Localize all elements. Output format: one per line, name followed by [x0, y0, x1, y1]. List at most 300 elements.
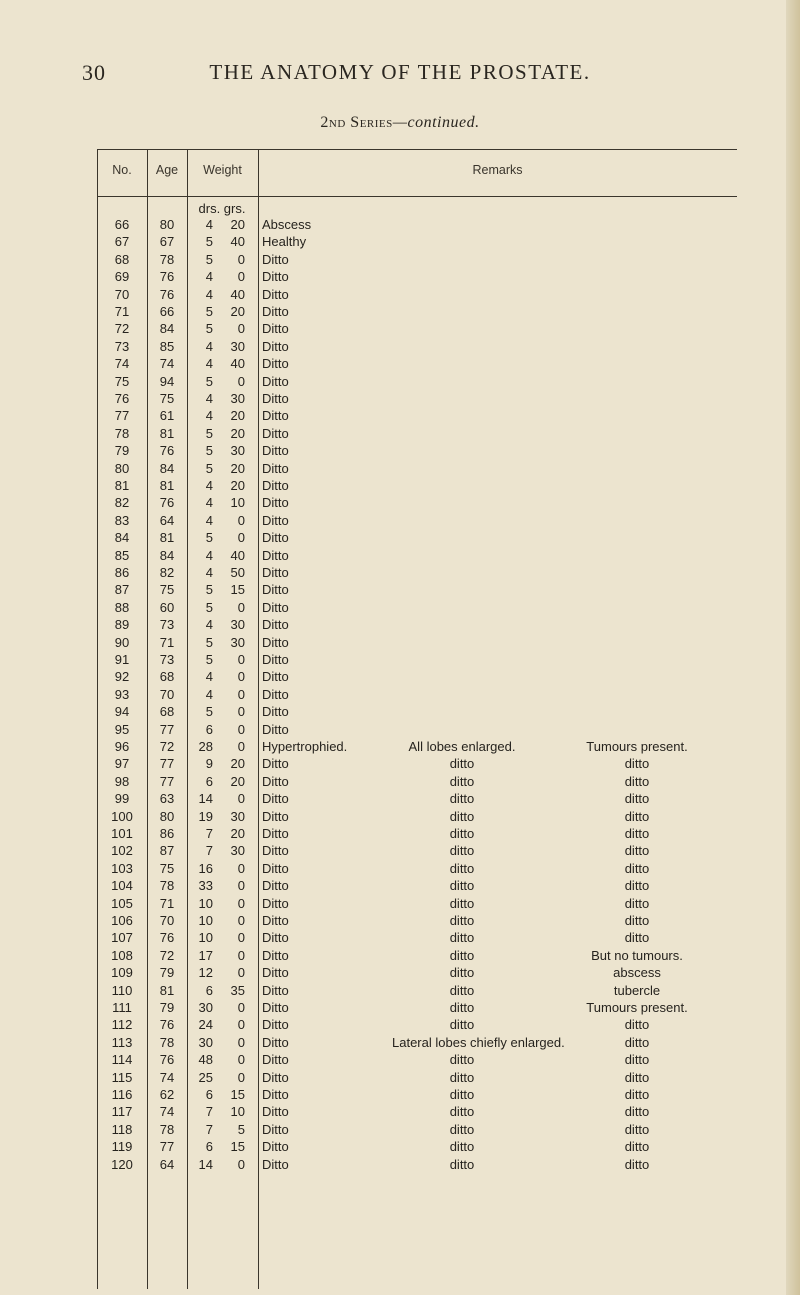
cell-weight-grs: 0	[237, 860, 245, 876]
cell-weight-grs: 0	[237, 895, 245, 911]
table-row	[97, 251, 737, 268]
cell-weight-grs: 0	[237, 1069, 245, 1085]
cell-no: 104	[111, 878, 133, 894]
cell-no: 88	[114, 599, 130, 615]
cell-remark-findings: ditto	[624, 1017, 650, 1033]
table-row	[97, 929, 737, 946]
cell-no: 80	[114, 460, 130, 476]
cell-remark-condition: Ditto	[262, 634, 289, 650]
cell-no: 105	[111, 895, 133, 911]
cell-remark-condition: Ditto	[262, 1104, 289, 1120]
cell-age: 84	[159, 547, 175, 563]
cell-weight-drs: 5	[205, 234, 213, 250]
cell-weight-drs: 7	[205, 843, 213, 859]
cell-age: 79	[159, 965, 175, 981]
cell-weight-grs: 20	[230, 826, 245, 841]
cell-weight-drs: 30	[198, 1034, 213, 1050]
table-row	[97, 303, 737, 320]
table-row	[97, 773, 737, 790]
cell-age: 72	[159, 739, 175, 754]
cell-weight-drs: 5	[205, 425, 213, 441]
cell-age: 74	[159, 356, 175, 372]
cell-remark-condition: Ditto	[262, 773, 289, 789]
cell-remark-condition: Ditto	[262, 913, 289, 928]
cell-no: 70	[114, 286, 130, 302]
table-row	[97, 808, 737, 825]
table-row	[97, 668, 737, 685]
cell-age: 63	[159, 791, 175, 807]
cell-age: 75	[159, 582, 175, 598]
cell-remark-condition: Healthy	[262, 234, 307, 250]
cell-remark-condition: Ditto	[262, 895, 289, 911]
cell-no: 77	[114, 408, 130, 424]
cell-no: 113	[111, 1034, 133, 1050]
table-row	[97, 529, 737, 546]
cell-no: 86	[114, 565, 130, 580]
cell-age: 85	[159, 338, 175, 354]
cell-age: 79	[159, 1000, 175, 1015]
cell-age: 86	[159, 826, 175, 841]
cell-weight-grs: 0	[237, 373, 245, 389]
table-row	[97, 442, 737, 459]
weight-units: drs. grs.	[198, 201, 246, 216]
table-row	[97, 651, 737, 668]
cell-weight-grs: 30	[230, 338, 245, 354]
cell-weight-grs: 0	[237, 1000, 245, 1015]
cell-weight-drs: 14	[198, 1156, 213, 1172]
series-caption	[0, 114, 800, 132]
cell-remark-condition: Ditto	[262, 1139, 289, 1155]
cell-weight-drs: 33	[198, 878, 213, 894]
table-row	[97, 616, 737, 633]
cell-weight-drs: 5	[205, 251, 213, 267]
cell-remark-condition: Ditto	[262, 1156, 289, 1172]
table-row	[97, 999, 737, 1016]
cell-weight-drs: 4	[205, 478, 213, 493]
cell-age: 74	[159, 1069, 175, 1085]
cell-age: 81	[159, 982, 175, 998]
table-row	[97, 703, 737, 720]
cell-remark-lobes: ditto	[449, 947, 475, 963]
cell-age: 61	[159, 408, 175, 424]
cell-no: 107	[111, 930, 133, 946]
cell-remark-lobes: ditto	[449, 808, 475, 824]
table-row	[97, 1121, 737, 1138]
cell-age: 67	[159, 234, 175, 250]
cell-age: 81	[159, 478, 175, 493]
cell-weight-grs: 20	[230, 478, 245, 493]
cell-weight-grs: 0	[237, 251, 245, 267]
cell-remark-lobes: All lobes enlarged.	[408, 739, 516, 754]
cell-weight-grs: 20	[230, 460, 245, 476]
cell-remark-lobes: ditto	[449, 965, 475, 981]
cell-weight-drs: 5	[205, 443, 213, 459]
cell-weight-grs: 0	[237, 739, 245, 754]
table-row	[97, 842, 737, 859]
cell-remark-condition: Ditto	[262, 582, 289, 598]
cell-age: 70	[159, 686, 175, 702]
cell-no: 68	[114, 251, 130, 267]
cell-weight-grs: 0	[237, 1156, 245, 1172]
table-row	[97, 512, 737, 529]
cell-no: 84	[114, 530, 130, 546]
cell-weight-grs: 10	[230, 495, 245, 511]
cell-remark-condition: Ditto	[262, 304, 289, 319]
cell-age: 76	[159, 443, 175, 459]
cell-remark-findings: ditto	[624, 808, 650, 824]
cell-remark-findings: abscess	[613, 965, 661, 981]
cell-remark-lobes: ditto	[449, 1156, 475, 1172]
cell-weight-drs: 4	[205, 547, 213, 563]
cell-remark-condition: Ditto	[262, 321, 289, 337]
cell-no: 91	[114, 652, 130, 667]
cell-weight-grs: 30	[230, 443, 245, 459]
cell-no: 117	[111, 1104, 133, 1120]
cell-age: 66	[159, 304, 175, 319]
cell-remark-findings: Tumours present.	[586, 739, 688, 754]
cell-no: 83	[114, 512, 130, 528]
page-edge-shadow	[786, 0, 800, 1295]
table-row	[97, 686, 737, 703]
cell-remark-lobes: ditto	[449, 826, 475, 841]
cell-age: 72	[159, 947, 175, 963]
cell-remark-condition: Ditto	[262, 338, 289, 354]
cell-remark-lobes: ditto	[449, 756, 475, 772]
cell-age: 76	[159, 1017, 175, 1033]
cell-remark-lobes: ditto	[449, 930, 475, 946]
cell-remark-condition: Ditto	[262, 860, 289, 876]
cell-weight-drs: 12	[198, 965, 213, 981]
cell-weight-grs: 0	[237, 1017, 245, 1033]
cell-remark-findings: But no tumours.	[591, 947, 683, 963]
cell-remark-findings: Tumours present.	[586, 1000, 688, 1015]
cell-weight-drs: 5	[205, 599, 213, 615]
cell-weight-drs: 5	[205, 321, 213, 337]
cell-weight-drs: 24	[198, 1017, 213, 1033]
cell-weight-grs: 0	[237, 704, 245, 720]
table-row	[97, 738, 737, 755]
cell-no: 116	[111, 1087, 133, 1102]
cell-weight-grs: 20	[230, 304, 245, 319]
table-row	[97, 1103, 737, 1120]
cell-no: 100	[111, 808, 133, 824]
cell-remark-lobes: ditto	[449, 878, 475, 894]
cell-age: 68	[159, 669, 175, 685]
cell-remark-findings: ditto	[624, 826, 650, 841]
table-row	[97, 338, 737, 355]
cell-remark-condition: Hypertrophied.	[262, 739, 348, 754]
cell-remark-findings: ditto	[624, 860, 650, 876]
cell-remark-condition: Ditto	[262, 669, 289, 685]
cell-weight-drs: 4	[205, 391, 213, 406]
cell-age: 60	[159, 599, 175, 615]
cell-age: 75	[159, 860, 175, 876]
cell-remark-findings: ditto	[624, 756, 650, 772]
cell-weight-drs: 6	[205, 982, 213, 998]
cell-weight-grs: 0	[237, 913, 245, 928]
cell-weight-grs: 0	[237, 321, 245, 337]
cell-weight-drs: 5	[205, 582, 213, 598]
cell-weight-grs: 20	[230, 217, 245, 232]
cell-remark-findings: ditto	[624, 1156, 650, 1172]
cell-age: 77	[159, 773, 175, 789]
cell-remark-lobes: ditto	[449, 1017, 475, 1033]
cell-age: 94	[159, 373, 175, 389]
cell-remark-condition: Ditto	[262, 843, 289, 859]
column-header-age: Age	[155, 163, 179, 177]
running-header	[0, 60, 800, 90]
cell-age: 78	[159, 1034, 175, 1050]
cell-weight-drs: 7	[205, 1104, 213, 1120]
cell-weight-grs: 0	[237, 965, 245, 981]
cell-weight-drs: 4	[205, 338, 213, 354]
cell-age: 64	[159, 1156, 175, 1172]
cell-weight-grs: 30	[230, 634, 245, 650]
cell-age: 75	[159, 391, 175, 406]
cell-age: 73	[159, 652, 175, 667]
table-row	[97, 1016, 737, 1033]
cell-remark-condition: Ditto	[262, 652, 289, 667]
cell-age: 77	[159, 756, 175, 772]
case-table	[97, 149, 737, 1289]
cell-age: 64	[159, 512, 175, 528]
table-header-rule	[97, 196, 737, 197]
cell-remark-condition: Ditto	[262, 617, 289, 633]
cell-remark-findings: ditto	[624, 1121, 650, 1137]
table-row	[97, 547, 737, 564]
cell-remark-condition: Ditto	[262, 947, 289, 963]
table-row	[97, 320, 737, 337]
cell-no: 78	[114, 425, 130, 441]
cell-age: 78	[159, 1121, 175, 1137]
cell-weight-drs: 7	[205, 1121, 213, 1137]
table-row	[97, 860, 737, 877]
cell-remark-condition: Ditto	[262, 599, 289, 615]
cell-remark-findings: ditto	[624, 773, 650, 789]
cell-age: 84	[159, 321, 175, 337]
cell-remark-condition: Ditto	[262, 808, 289, 824]
cell-age: 82	[159, 565, 175, 580]
cell-weight-drs: 4	[205, 669, 213, 685]
table-row	[97, 460, 737, 477]
cell-age: 68	[159, 704, 175, 720]
cell-no: 112	[111, 1017, 133, 1033]
cell-remark-findings: ditto	[624, 1069, 650, 1085]
cell-weight-drs: 9	[205, 756, 213, 772]
cell-remark-condition: Ditto	[262, 1087, 289, 1102]
cell-weight-drs: 6	[205, 1087, 213, 1102]
cell-no: 76	[114, 391, 130, 406]
cell-no: 71	[114, 304, 130, 319]
cell-weight-drs: 5	[205, 634, 213, 650]
cell-weight-grs: 10	[230, 1104, 245, 1120]
cell-no: 95	[114, 721, 130, 737]
cell-weight-grs: 0	[237, 599, 245, 615]
cell-remark-condition: Ditto	[262, 878, 289, 894]
table-row	[97, 755, 737, 772]
cell-no: 87	[114, 582, 130, 598]
table-row	[97, 477, 737, 494]
cell-no: 82	[114, 495, 130, 511]
cell-remark-condition: Ditto	[262, 1017, 289, 1033]
cell-no: 102	[111, 843, 133, 859]
cell-no: 111	[112, 1000, 132, 1015]
cell-weight-grs: 15	[230, 582, 245, 598]
cell-remark-condition: Ditto	[262, 443, 289, 459]
cell-weight-grs: 20	[230, 756, 245, 772]
cell-remark-condition: Ditto	[262, 930, 289, 946]
cell-weight-drs: 10	[198, 930, 213, 946]
cell-remark-condition: Ditto	[262, 826, 289, 841]
cell-weight-drs: 25	[198, 1069, 213, 1085]
table-row	[97, 825, 737, 842]
cell-no: 96	[114, 739, 130, 754]
cell-remark-condition: Ditto	[262, 1000, 289, 1015]
cell-no: 89	[114, 617, 130, 633]
cell-no: 85	[114, 547, 130, 563]
cell-remark-condition: Ditto	[262, 269, 289, 285]
cell-weight-grs: 35	[230, 982, 245, 998]
cell-weight-drs: 4	[205, 217, 213, 232]
table-row	[97, 564, 737, 581]
series-caption-suffix: —continued.	[392, 114, 480, 131]
cell-age: 84	[159, 460, 175, 476]
cell-no: 93	[114, 686, 130, 702]
cell-weight-drs: 5	[205, 304, 213, 319]
cell-age: 73	[159, 617, 175, 633]
cell-remark-lobes: ditto	[449, 843, 475, 859]
cell-remark-lobes: ditto	[449, 1121, 475, 1137]
cell-age: 78	[159, 251, 175, 267]
cell-no: 109	[111, 965, 133, 981]
cell-weight-drs: 6	[205, 773, 213, 789]
cell-weight-drs: 4	[205, 495, 213, 511]
table-row	[97, 1086, 737, 1103]
cell-age: 76	[159, 1052, 175, 1068]
cell-no: 79	[114, 443, 130, 459]
cell-remark-condition: Ditto	[262, 791, 289, 807]
cell-remark-findings: ditto	[624, 878, 650, 894]
cell-weight-drs: 4	[205, 269, 213, 285]
cell-remark-condition: Ditto	[262, 965, 289, 981]
cell-no: 119	[111, 1139, 133, 1155]
cell-remark-findings: ditto	[624, 1139, 650, 1155]
cell-remark-condition: Ditto	[262, 704, 289, 720]
cell-weight-drs: 4	[205, 512, 213, 528]
cell-no: 69	[114, 269, 130, 285]
cell-age: 76	[159, 286, 175, 302]
cell-weight-grs: 0	[237, 878, 245, 894]
cell-weight-grs: 30	[230, 843, 245, 859]
cell-remark-condition: Ditto	[262, 391, 289, 406]
cell-remark-condition: Ditto	[262, 756, 289, 772]
cell-weight-drs: 19	[198, 808, 213, 824]
cell-remark-lobes: ditto	[449, 1104, 475, 1120]
cell-remark-condition: Ditto	[262, 686, 289, 702]
cell-weight-drs: 5	[205, 373, 213, 389]
column-header-no: No.	[112, 163, 132, 177]
cell-remark-condition: Ditto	[262, 565, 289, 580]
series-caption-prefix: 2nd Series	[320, 114, 393, 131]
cell-weight-grs: 30	[230, 617, 245, 633]
cell-no: 72	[114, 321, 130, 337]
cell-weight-drs: 4	[205, 617, 213, 633]
cell-no: 108	[111, 947, 133, 963]
cell-weight-drs: 4	[205, 565, 213, 580]
table-row	[97, 634, 737, 651]
cell-no: 99	[114, 791, 130, 807]
table-row	[97, 233, 737, 250]
cell-weight-grs: 30	[230, 808, 245, 824]
table-row	[97, 877, 737, 894]
cell-weight-grs: 0	[237, 686, 245, 702]
table-row	[97, 947, 737, 964]
cell-remark-lobes: Lateral lobes chiefly enlarged.	[392, 1034, 565, 1050]
cell-remark-lobes: ditto	[449, 1087, 475, 1102]
cell-no: 92	[114, 669, 130, 685]
cell-remark-condition: Ditto	[262, 512, 289, 528]
cell-age: 71	[159, 895, 175, 911]
cell-weight-grs: 20	[230, 425, 245, 441]
cell-no: 90	[114, 634, 130, 650]
cell-weight-drs: 7	[205, 826, 213, 841]
cell-weight-grs: 40	[230, 286, 245, 302]
table-row	[97, 494, 737, 511]
cell-remark-findings: ditto	[624, 843, 650, 859]
cell-age: 76	[159, 495, 175, 511]
cell-weight-grs: 0	[237, 721, 245, 737]
cell-weight-drs: 30	[198, 1000, 213, 1015]
table-row	[97, 1051, 737, 1068]
cell-weight-drs: 6	[205, 721, 213, 737]
cell-no: 98	[114, 773, 130, 789]
cell-remark-condition: Ditto	[262, 1069, 289, 1085]
cell-remark-condition: Ditto	[262, 547, 289, 563]
table-row	[97, 1156, 737, 1173]
column-header-weight: Weight	[203, 163, 242, 177]
cell-remark-findings: tubercle	[613, 982, 661, 998]
cell-remark-condition: Ditto	[262, 1121, 289, 1137]
cell-age: 87	[159, 843, 175, 859]
table-row	[97, 912, 737, 929]
cell-age: 74	[159, 1104, 175, 1120]
cell-remark-lobes: ditto	[449, 773, 475, 789]
cell-weight-grs: 0	[237, 530, 245, 546]
table-row	[97, 1069, 737, 1086]
cell-no: 106	[111, 913, 133, 928]
cell-weight-drs: 6	[205, 1139, 213, 1155]
cell-weight-grs: 0	[237, 930, 245, 946]
cell-age: 81	[159, 425, 175, 441]
cell-remark-condition: Ditto	[262, 356, 289, 372]
table-row	[97, 964, 737, 981]
table-row	[97, 1034, 737, 1051]
cell-weight-grs: 0	[237, 947, 245, 963]
cell-weight-grs: 40	[230, 356, 245, 372]
cell-age: 78	[159, 878, 175, 894]
cell-weight-drs: 4	[205, 286, 213, 302]
running-title: THE ANATOMY OF THE PROSTATE.	[209, 60, 591, 84]
cell-weight-grs: 0	[237, 512, 245, 528]
cell-weight-grs: 5	[237, 1121, 245, 1137]
cell-remark-lobes: ditto	[449, 860, 475, 876]
cell-remark-lobes: ditto	[449, 1000, 475, 1015]
cell-no: 66	[114, 217, 130, 232]
cell-remark-lobes: ditto	[449, 1052, 475, 1068]
cell-no: 114	[111, 1052, 133, 1068]
cell-age: 77	[159, 721, 175, 737]
cell-no: 115	[111, 1069, 133, 1085]
